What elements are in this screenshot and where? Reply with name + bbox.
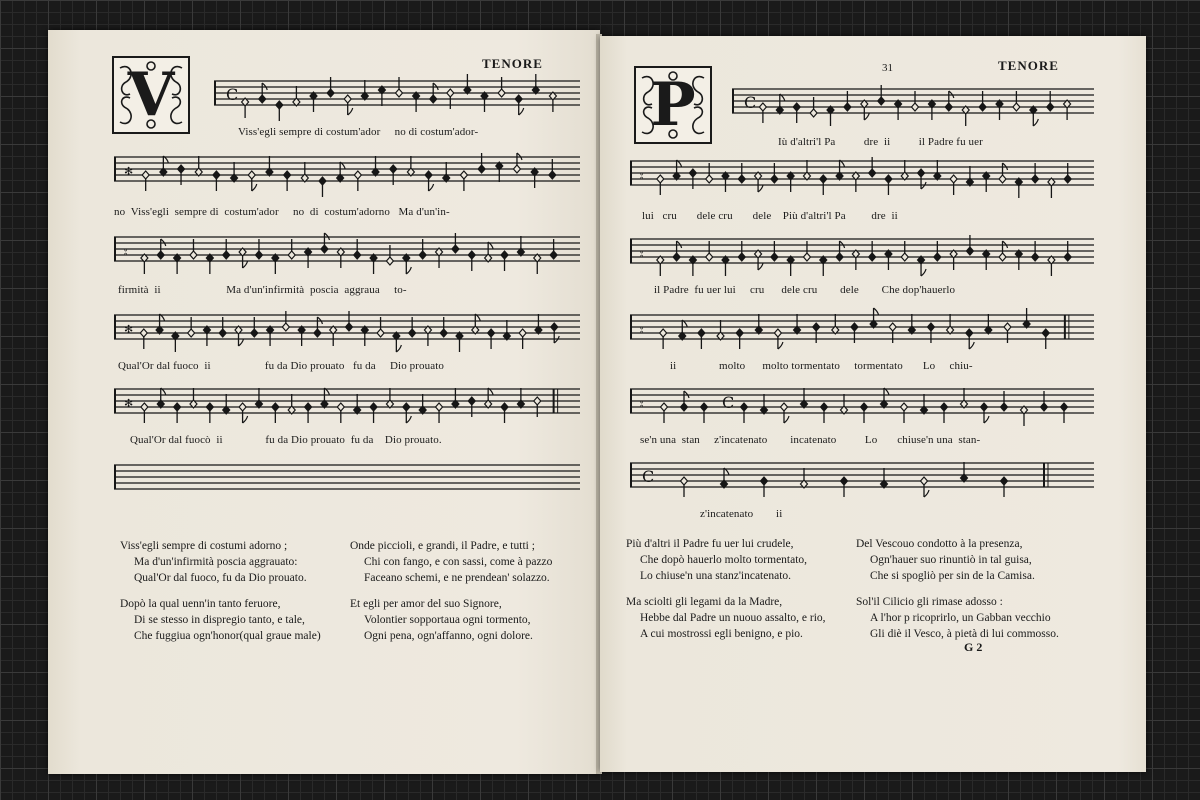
note-head bbox=[869, 169, 876, 177]
note-head bbox=[941, 403, 948, 411]
note-head bbox=[409, 329, 416, 337]
decorated-initial-v bbox=[112, 56, 190, 134]
note-head bbox=[885, 175, 892, 183]
mensuration-sign: C bbox=[722, 393, 735, 412]
note-head bbox=[771, 175, 778, 183]
note-head bbox=[761, 477, 768, 485]
note-head bbox=[174, 403, 181, 411]
note-head bbox=[452, 245, 459, 253]
note-head bbox=[305, 403, 312, 411]
note-head bbox=[223, 251, 230, 259]
note-head bbox=[927, 323, 934, 331]
note-head bbox=[319, 177, 326, 185]
note-head bbox=[188, 329, 195, 337]
note-head bbox=[759, 103, 766, 111]
note-head bbox=[889, 323, 896, 331]
music-staff-1 bbox=[732, 86, 1094, 116]
note-head bbox=[844, 103, 851, 111]
verse-line: Chi con fango, e con sassi, come à pazzo bbox=[364, 556, 553, 568]
note-head bbox=[255, 251, 262, 259]
note-head bbox=[661, 403, 668, 411]
note-head bbox=[142, 171, 149, 179]
note-head bbox=[878, 97, 885, 105]
note-head bbox=[219, 329, 226, 337]
note-head bbox=[803, 253, 810, 261]
note-head bbox=[206, 403, 213, 411]
note-head bbox=[478, 165, 485, 173]
clef-sign: ✻ bbox=[124, 165, 134, 178]
note-head bbox=[851, 323, 858, 331]
note-head bbox=[213, 171, 220, 179]
note-head bbox=[673, 253, 680, 261]
note-head bbox=[701, 403, 708, 411]
verse-line: A cui mostrossi egli benigno, e pio. bbox=[640, 628, 803, 640]
note-head bbox=[550, 251, 557, 259]
note-head bbox=[945, 103, 952, 111]
verse-line: Volontier sopportaua ogni tormento, bbox=[364, 614, 531, 626]
verse-line: Che fuggiua ogn'honor(qual graue male) bbox=[134, 630, 321, 642]
verse-line: Et egli per amor del suo Signore, bbox=[350, 598, 502, 610]
note-head bbox=[681, 403, 688, 411]
verse-column-1 bbox=[120, 538, 352, 644]
note-head bbox=[774, 329, 781, 337]
note-head bbox=[901, 253, 908, 261]
note-head bbox=[337, 403, 344, 411]
note-head bbox=[1064, 253, 1071, 261]
verse-line: Sol'il Cilicio gli rimase adosso : bbox=[856, 596, 1003, 608]
verse-line: Che dopò hauerlo molto tormentato, bbox=[640, 554, 808, 566]
note-head bbox=[999, 175, 1006, 183]
clef-sign: ✻ bbox=[124, 397, 134, 410]
verse-line: Ma sciolti gli legami da la Madre, bbox=[626, 596, 783, 608]
verse-line: Ogn'hauer suo rinuntiò in tal guisa, bbox=[870, 554, 1032, 566]
note-head bbox=[813, 323, 820, 331]
note-head bbox=[934, 253, 941, 261]
note-head bbox=[793, 103, 800, 111]
note-head bbox=[921, 477, 928, 485]
note-head bbox=[314, 329, 321, 337]
note-head bbox=[468, 397, 475, 405]
note-head bbox=[501, 251, 508, 259]
note-head bbox=[950, 175, 957, 183]
verse-line: Di se stesso in dispregio tanto, e tale, bbox=[134, 614, 305, 626]
note-head bbox=[821, 403, 828, 411]
note-head bbox=[140, 329, 147, 337]
note-head bbox=[259, 95, 266, 103]
note-head bbox=[841, 477, 848, 485]
note-head bbox=[901, 403, 908, 411]
note-head bbox=[386, 257, 393, 265]
note-head bbox=[282, 323, 289, 331]
note-head bbox=[771, 253, 778, 261]
verse-line: Più d'altri il Padre fu uer lui crudele, bbox=[626, 538, 794, 550]
note-head bbox=[276, 101, 283, 109]
note-head bbox=[741, 403, 748, 411]
note-head bbox=[501, 403, 508, 411]
note-head bbox=[419, 251, 426, 259]
note-head bbox=[689, 169, 696, 177]
note-head bbox=[1064, 175, 1071, 183]
note-head bbox=[698, 329, 705, 337]
verse-line: Ma d'un'infirmità poscia aggrauato: bbox=[134, 556, 298, 568]
music-staff-3 bbox=[114, 234, 580, 264]
lyric-line-3: il Padre fu uer lui cru dele cru dele Che dop'hauerlo bbox=[654, 284, 956, 296]
lyric-line-2: no Viss'egli sempre di costum'ador no di costum'adorno Ma d'un'in- bbox=[114, 206, 450, 218]
verse-column-2 bbox=[350, 538, 590, 644]
note-head bbox=[468, 251, 475, 259]
note-head bbox=[1032, 175, 1039, 183]
clef-sign: ⦂ bbox=[640, 323, 644, 336]
note-head bbox=[781, 403, 788, 411]
verse-line: Lo chiuse'n una stanz'incatenato. bbox=[640, 570, 792, 582]
lyric-line-2: lui cru dele cru dele Più d'altri'l Pa dre ii bbox=[642, 210, 898, 222]
note-head bbox=[519, 329, 526, 337]
note-head bbox=[430, 95, 437, 103]
lyric-line-1: Iù d'altri'l Pa dre ii il Padre fu uer bbox=[778, 136, 983, 148]
note-head bbox=[390, 165, 397, 173]
clef-sign: ⦂ bbox=[124, 245, 128, 258]
music-staff-4 bbox=[114, 312, 580, 342]
note-head bbox=[321, 245, 328, 253]
note-head bbox=[190, 251, 197, 259]
note-head bbox=[1061, 403, 1068, 411]
verse-line: Viss'egli sempre di costumi adorno ; bbox=[120, 540, 288, 552]
lyric-line-5: Qual'Or dal fuocò ii fu da Dio prouato fu da Dio prouato. bbox=[130, 434, 442, 446]
note-head bbox=[918, 169, 925, 177]
music-staff-2 bbox=[114, 154, 580, 184]
note-head bbox=[1047, 103, 1054, 111]
note-head bbox=[1032, 253, 1039, 261]
mensuration-sign: C bbox=[642, 467, 655, 486]
note-head bbox=[706, 253, 713, 261]
note-head bbox=[1001, 477, 1008, 485]
music-staff-4 bbox=[630, 312, 1094, 342]
note-head bbox=[288, 251, 295, 259]
note-head bbox=[551, 323, 558, 331]
signature-mark: G 2 bbox=[964, 640, 983, 654]
note-head bbox=[869, 253, 876, 261]
verse-line: A l'hor p ricoprirlo, un Gabban vecchio bbox=[870, 612, 1051, 624]
left-page bbox=[48, 30, 600, 774]
note-head bbox=[436, 403, 443, 411]
music-staff-2 bbox=[630, 158, 1094, 188]
verse-line: Hebbe dal Padre un nuouo assalto, e rio, bbox=[640, 612, 826, 624]
note-head bbox=[706, 175, 713, 183]
note-head bbox=[979, 103, 986, 111]
note-head bbox=[440, 329, 447, 337]
note-head bbox=[425, 171, 432, 179]
note-head bbox=[370, 403, 377, 411]
note-head bbox=[157, 251, 164, 259]
note-head bbox=[534, 397, 541, 405]
note-head bbox=[346, 323, 353, 331]
note-head bbox=[836, 253, 843, 261]
note-head bbox=[660, 329, 667, 337]
decorated-initial-p bbox=[634, 66, 712, 144]
note-head bbox=[1001, 403, 1008, 411]
note-head bbox=[738, 175, 745, 183]
lyric-line-3: firmità ii Ma d'un'infirmità poscia aggraua to- bbox=[118, 284, 407, 296]
note-head bbox=[178, 165, 185, 173]
note-head bbox=[403, 403, 410, 411]
note-head bbox=[736, 329, 743, 337]
verse-line: Qual'Or dal fuoco, fu da Dio prouato. bbox=[134, 572, 307, 584]
note-head bbox=[981, 403, 988, 411]
note-head bbox=[447, 89, 454, 97]
music-staff-6 bbox=[630, 460, 1094, 490]
note-head bbox=[344, 95, 351, 103]
note-head bbox=[1041, 403, 1048, 411]
note-head bbox=[377, 329, 384, 337]
verse-column-2 bbox=[856, 536, 1106, 642]
note-head bbox=[141, 403, 148, 411]
note-head bbox=[354, 251, 361, 259]
mensuration-sign: C bbox=[226, 85, 239, 104]
initial-letter: V bbox=[127, 60, 175, 130]
note-head bbox=[861, 403, 868, 411]
note-head bbox=[966, 247, 973, 255]
clef-sign: ⦂ bbox=[640, 397, 644, 410]
note-head bbox=[820, 175, 827, 183]
note-head bbox=[912, 103, 919, 111]
verse-line: Faceano schemi, e ne prendean' solazzo. bbox=[364, 572, 550, 584]
verse-line: Del Vescouo condotto à la presenza, bbox=[856, 538, 1023, 550]
mensuration-sign: C bbox=[744, 93, 757, 112]
note-head bbox=[1004, 323, 1011, 331]
voice-part-header: TENORE bbox=[998, 58, 1059, 73]
note-head bbox=[966, 329, 973, 337]
note-head bbox=[1013, 103, 1020, 111]
note-head bbox=[251, 329, 258, 337]
music-staff-5 bbox=[630, 386, 1094, 416]
note-head bbox=[549, 171, 556, 179]
note-head bbox=[396, 89, 403, 97]
initial-letter: P bbox=[650, 70, 696, 140]
note-head bbox=[488, 329, 495, 337]
lyric-line-4: ii molto molto tormentato tormentato Lo chiu- bbox=[670, 360, 973, 372]
voice-part-header: TENORE bbox=[482, 56, 543, 71]
verse-line: Ogni pena, ogn'affanno, ogni dolore. bbox=[364, 630, 533, 642]
lyric-line-5: se'n una stan z'incatenato incatenato Lo chiuse'n una stan- bbox=[640, 434, 981, 446]
note-head bbox=[272, 403, 279, 411]
note-head bbox=[515, 95, 522, 103]
note-head bbox=[657, 175, 664, 183]
music-staff-5 bbox=[114, 386, 580, 416]
clef-sign: ⦂ bbox=[640, 169, 644, 182]
page-number: 31 bbox=[882, 62, 893, 74]
lyric-line-6: z'incatenato ii bbox=[700, 508, 783, 520]
note-head bbox=[738, 253, 745, 261]
note-head bbox=[327, 89, 334, 97]
verse-line: Gli diè il Vesco, à pietà di lui commosso. bbox=[870, 628, 1059, 640]
note-head bbox=[681, 477, 688, 485]
note-head bbox=[239, 403, 246, 411]
music-staff-3 bbox=[630, 236, 1094, 266]
clef-sign: ✻ bbox=[124, 323, 134, 336]
note-head bbox=[810, 109, 817, 117]
lyric-line-4: Qual'Or dal fuoco ii fu da Dio prouato fu da Dio prouato bbox=[118, 360, 444, 372]
note-head bbox=[999, 253, 1006, 261]
verse-column-1 bbox=[626, 536, 866, 642]
clef-sign: ⦂ bbox=[640, 247, 644, 260]
note-head bbox=[248, 171, 255, 179]
note-head bbox=[284, 171, 291, 179]
verse-line: Che si spogliò per sin de la Camisa. bbox=[870, 570, 1035, 582]
right-page bbox=[600, 36, 1146, 772]
note-head bbox=[354, 171, 361, 179]
music-staff-6-empty bbox=[114, 462, 580, 492]
lyric-line-1: Viss'egli sempre di costum'ador no di costum'ador- bbox=[238, 126, 479, 138]
verse-line: Dopò la qual uenn'in tanto feruore, bbox=[120, 598, 281, 610]
note-head bbox=[1042, 329, 1049, 337]
music-staff-1 bbox=[214, 78, 580, 108]
note-head bbox=[513, 165, 520, 173]
note-head bbox=[460, 171, 467, 179]
verse-line: Onde piccioli, e grandi, il Padre, e tutti ; bbox=[350, 540, 535, 552]
note-head bbox=[498, 89, 505, 97]
